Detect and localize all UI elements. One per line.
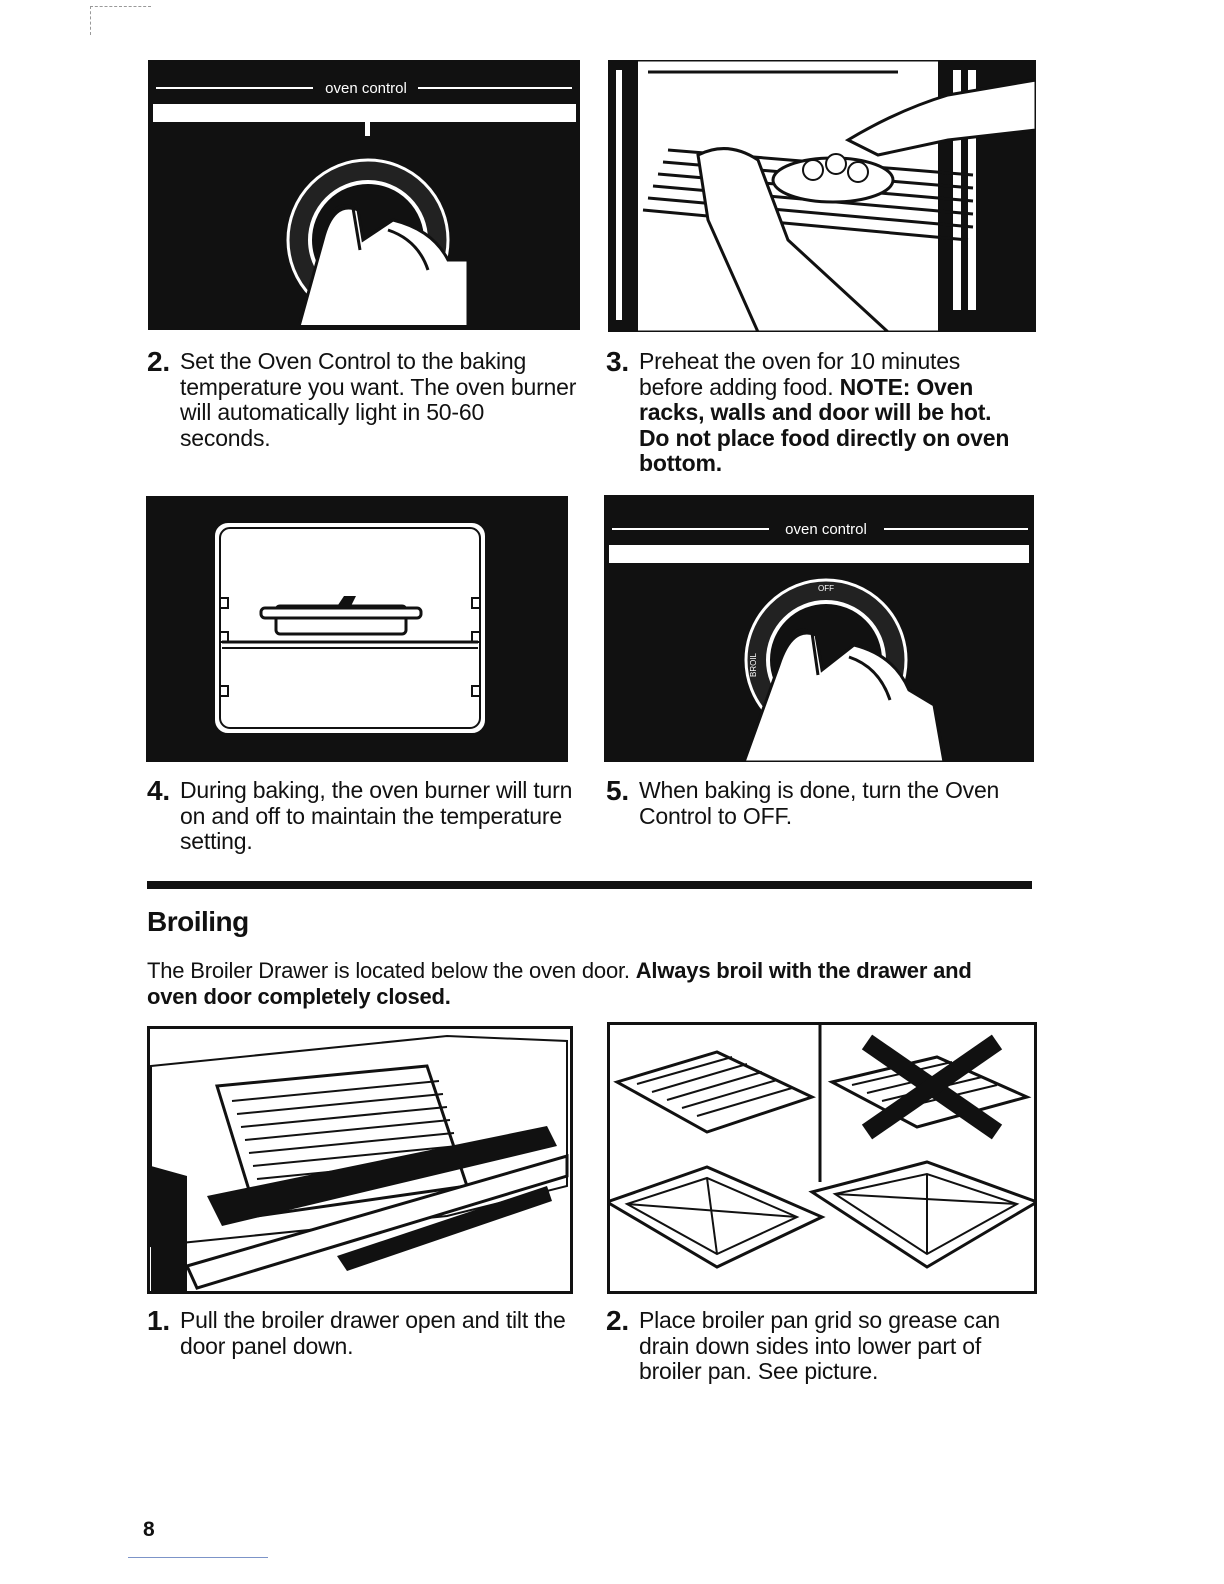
step-text: Pull the broiler drawer open and tilt the door panel down.: [180, 1307, 566, 1359]
oven-rack-food-figure: [608, 60, 1036, 332]
step-number: 1.: [147, 1305, 170, 1336]
safety-note: NOTE: Oven racks, walls and door will be hot. Do not place food directly on oven bottom.: [639, 373, 1010, 476]
broiler-pan-grid-figure: [607, 1022, 1037, 1294]
baking-step-2: [147, 346, 577, 451]
broiling-intro-text: The Broiler Drawer is located below the oven door.: [147, 958, 630, 983]
oven-control-label: oven control: [325, 80, 407, 97]
step-text: During baking, the oven burner will turn on and off to maintain the temperature setting.: [180, 777, 573, 854]
step-text: When baking is done, turn the Oven Control to OFF.: [639, 777, 1000, 829]
broiler-drawer-figure: [147, 1026, 573, 1294]
oven-control-dial-figure: [148, 60, 580, 330]
step-number: 4.: [147, 775, 170, 806]
baking-step-5: [606, 775, 1026, 829]
oven-control-off-figure: [604, 495, 1034, 762]
broiling-intro: [147, 958, 1027, 1010]
covered-dish-in-oven-figure: [146, 496, 568, 762]
crop-mark: [90, 6, 151, 35]
broiling-heading: Broiling: [147, 906, 249, 937]
broiling-warning: Always broil with the drawer and oven door completely closed.: [147, 958, 972, 1009]
section-divider: [147, 881, 1032, 889]
step-text: Place broiler pan grid so grease can drain down sides into lower part of broiler pan. See picture.: [639, 1307, 1001, 1384]
dial-off-mark: OFF: [818, 584, 834, 593]
step-text: Preheat the oven for 10 minutes before adding food.: [639, 348, 961, 400]
broiling-step-1: [147, 1305, 577, 1359]
oven-control-label: oven control: [785, 521, 867, 538]
step-number: 2.: [147, 346, 170, 377]
page-number: 8: [143, 1518, 155, 1541]
baking-step-3: [606, 346, 1026, 477]
step-number: 2.: [606, 1305, 629, 1336]
step-text: Set the Oven Control to the baking temperature you want. The oven burner will automatically light in 50-60 seconds.: [180, 348, 577, 451]
broiling-step-2: [606, 1305, 1026, 1385]
dial-broil-mark: BROIL: [749, 652, 758, 678]
baking-step-4: [147, 775, 577, 855]
step-number: 5.: [606, 775, 629, 806]
step-number: 3.: [606, 346, 629, 377]
footer-line: [128, 1557, 268, 1558]
